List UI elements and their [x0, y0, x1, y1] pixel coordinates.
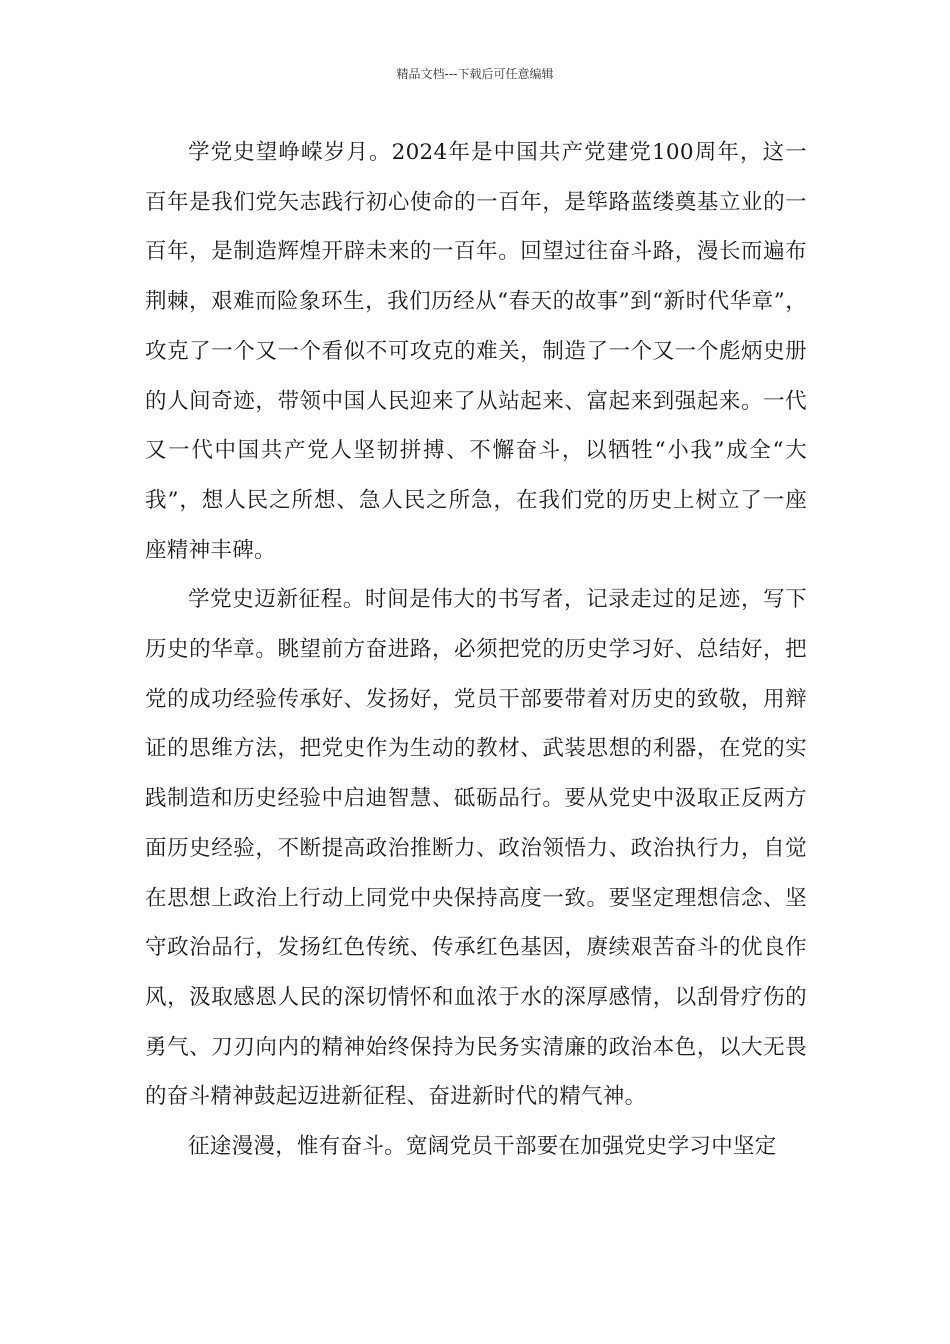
paragraph-new-journey: 学党史迈新征程。时间是伟大的书写者，记录走过的足迹，写下历史的华章。眺望前方奋进路，必须把党的历史学习好、总结好，把党的成功经验传承好、发扬好，党员干部要带着对历史的致敬，用辩证的思维方法，把党史作为生动的教材、武装思想的利器，在党的实践制造和历史经验中启迪智慧、砥砺品行。要从党史中汲取正反两方面历史经验，不断提高政治推断力、政治领悟力、政治执行力，自觉在思想上政治上行动上同党中央保持高度一致。要坚定理想信念、坚守政治品行，发扬红色传统、传承红色基因，赓续艰苦奋斗的优良作风，汲取感恩人民的深切情怀和血浓于水的深厚感情，以刮骨疗伤的勇气、刀刃向内的精神始终保持为民务实清廉的政治本色，以大无畏的奋斗精神鼓起迈进新征程、奋进新时代的精气神。	[145, 587, 807, 1110]
paragraph-struggle: 征途漫漫，惟有奋斗。宽阔党员干部要在加强党史学习中坚定	[188, 1134, 777, 1160]
page-header: 精品文档---下载后可任意编辑	[396, 67, 554, 81]
document-body	[145, 128, 807, 1172]
paragraph-party-history-years: 学党史望峥嵘岁月。2024年是中国共产党建党100周年，这一百年是我们党矢志践行初心使命的一百年，是筚路蓝缕奠基立业的一百年，是制造辉煌开辟未来的一百年。回望过往奋斗路，漫长而遍布荆棘，艰难而险象环生，我们历经从“春天的故事”到“新时代华章”，攻克了一个又一个看似不可攻克的难关，制造了一个又一个彪炳史册的人间奇迹，带领中国人民迎来了从站起来、富起来到强起来。一代又一代中国共产党人坚韧拼搏、不懈奋斗，以牺牲“小我”成全“大我”，想人民之所想、急人民之所急，在我们党的历史上树立了一座座精神丰碑。	[145, 140, 807, 563]
